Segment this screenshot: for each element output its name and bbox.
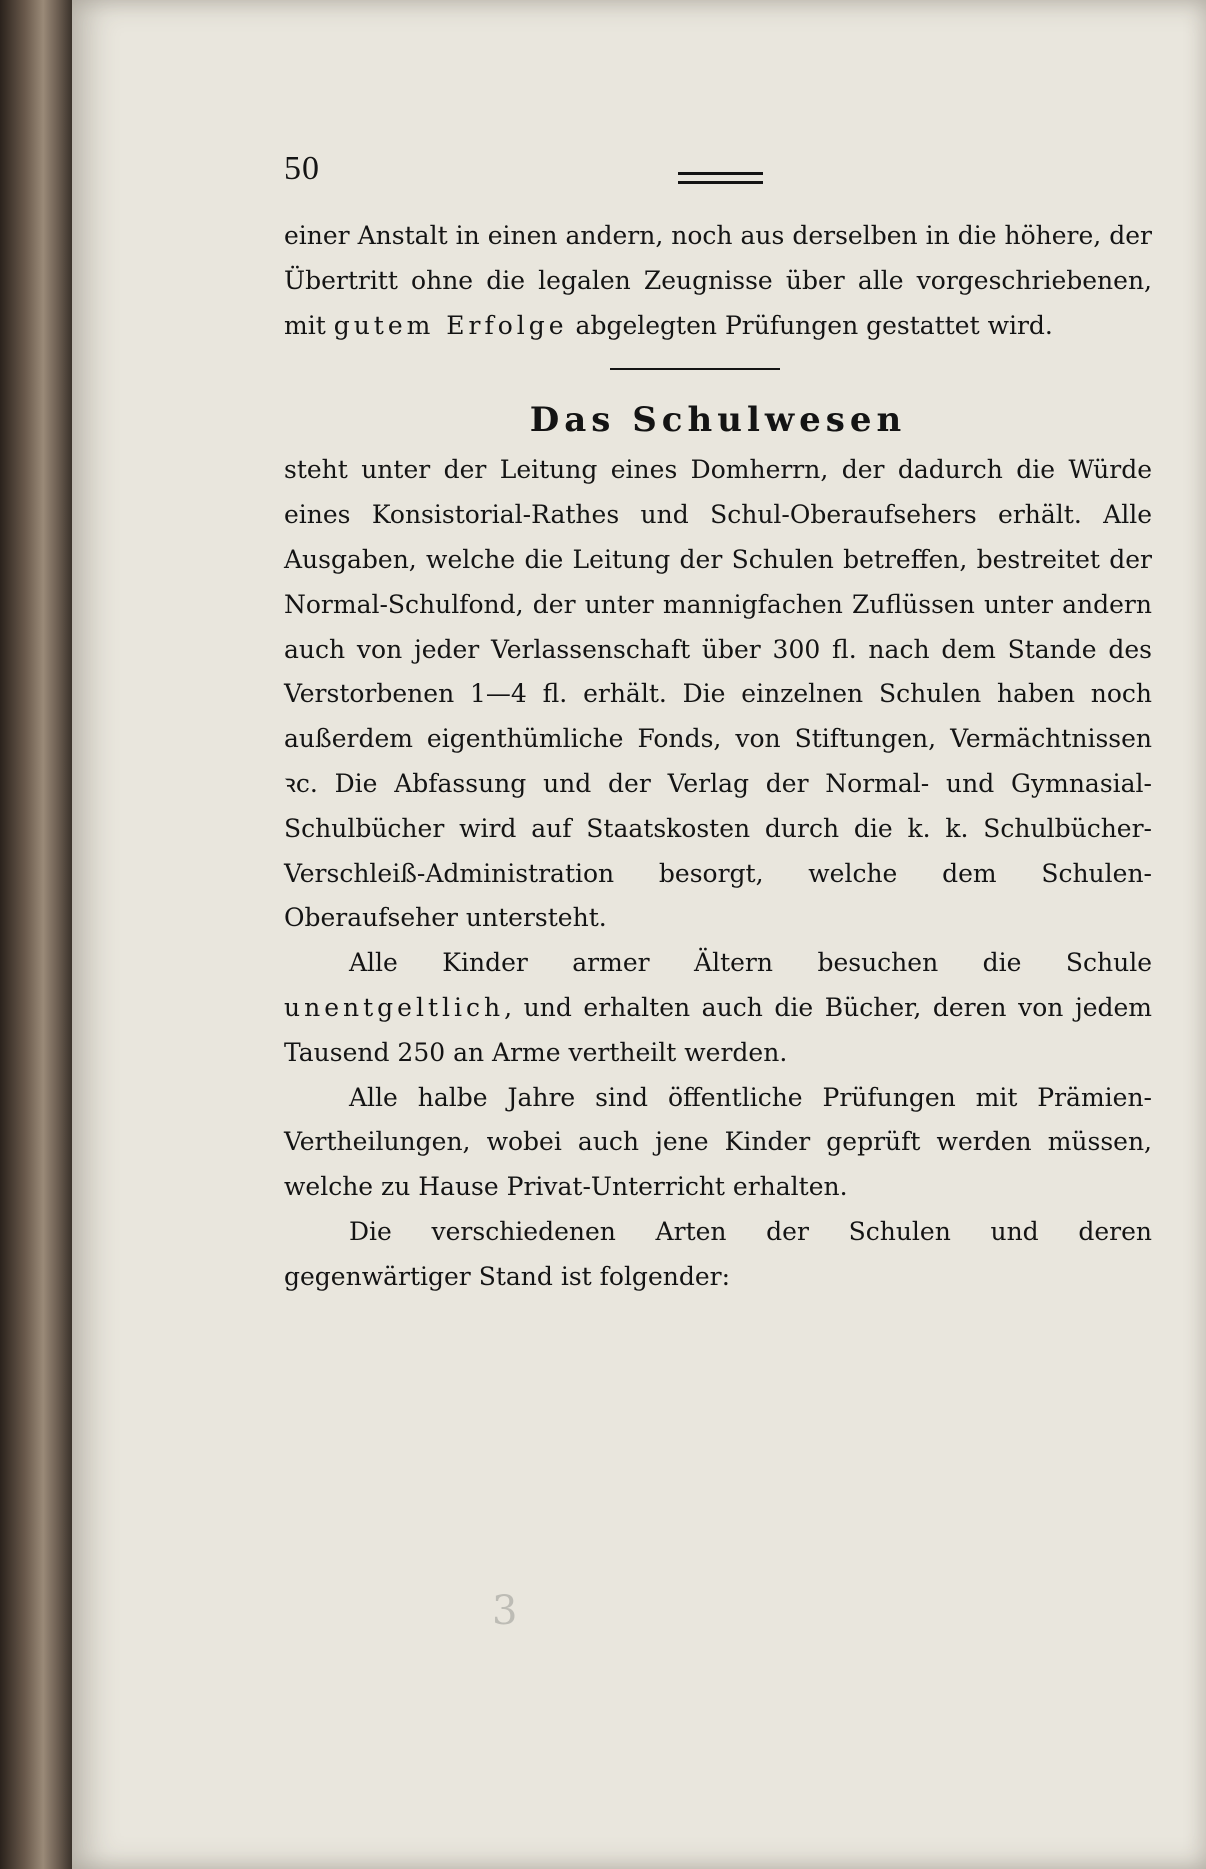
section-divider xyxy=(610,368,780,370)
header-double-rule xyxy=(678,172,763,184)
para2-end-text: , und erhalten auch die Bücher, deren von jedem Tausend 250 an Arme vertheilt werden. xyxy=(284,992,1152,1067)
signature-mark: 3 xyxy=(492,1588,518,1634)
book-spine xyxy=(0,0,72,1869)
intro-paragraph xyxy=(212,214,1152,348)
section-heading: Das Schulwesen xyxy=(529,400,907,441)
paper-page xyxy=(72,0,1206,1869)
para2-text: Alle Kinder armer Ältern besuchen die Schule xyxy=(349,948,1152,978)
intro-end-text: abgelegten Prüfungen gestattet wird. xyxy=(567,310,1053,340)
intro-text: einer Anstalt in einen andern, noch aus derselben in die höhere, der Übertritt ohne die legalen Zeugnisse über alle vorgeschriebenen, mit xyxy=(284,221,1152,340)
page-header xyxy=(212,150,1152,214)
paragraph-exams: Alle halbe Jahre sind öffentliche Prüfungen mit Prämien-Vertheilungen, wobei auch jene Kinder geprüft werden müssen, welche zu Hause Privat-Unterricht erhalten. xyxy=(284,1082,1152,1202)
intro-spaced-text: gutem Erfolge xyxy=(333,310,568,340)
para2-spaced-text: unentgeltlich xyxy=(284,992,505,1022)
page-content xyxy=(212,150,1152,1300)
page-number: 50 xyxy=(284,150,320,187)
section-paragraph: steht unter der Leitung eines Domherrn, der dadurch die Würde eines Konsistorial-Rathes und Schul-Oberaufsehers erhält. Alle Ausgaben, welche die Leitung der Schulen betreffen, bestreitet der Normal-Schulfond, der unter mannigfachen Zuflüssen unter andern auch von jeder Verlassenschaft über 300 fl. nach dem Stande des Verstorbenen 1—4 fl. erhält. Die einzelnen Schulen haben noch außerdem eigenthümliche Fonds, von Stiftungen, Vermächtnissen ꝛc. Die Abfassung und der Verlag der Normal- und Gymnasial-Schulbücher wird auf Staatskosten durch die k. k. Schulbücher-Verschleiß-Administration besorgt, welche dem Schulen-Oberaufseher untersteht. xyxy=(284,455,1152,933)
paragraph-school-types: Die verschiedenen Arten der Schulen und deren gegenwärtiger Stand ist folgender: xyxy=(284,1216,1152,1291)
paragraph-free-school xyxy=(212,941,1152,1075)
